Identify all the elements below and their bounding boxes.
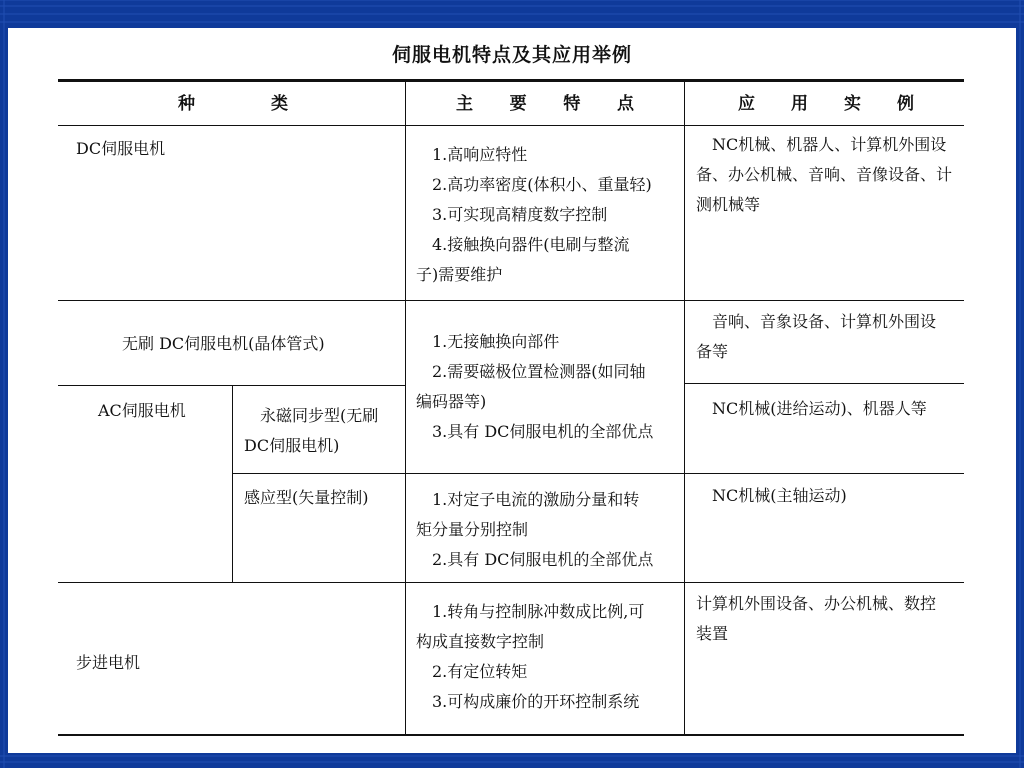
type-dc-servo: DC伺服电机 <box>76 139 166 158</box>
header-bottom-rule <box>58 125 964 126</box>
subtype-induction: 感应型(矢量控制) <box>244 488 369 507</box>
row-dc-bottom-rule <box>58 300 964 301</box>
header-applications: 应 用 实 例 <box>738 94 914 114</box>
app-brushless-bottom-rule <box>684 383 964 384</box>
header-type: 种 类 <box>178 94 288 114</box>
table-top-rule <box>58 79 964 82</box>
col-features-left-rule <box>405 79 406 735</box>
type-ac-servo: AC伺服电机 <box>98 401 186 420</box>
row-ac-bottom-rule <box>58 582 964 583</box>
applications-pm-synchronous: NC机械(进给运动)、机器人等 <box>712 399 927 418</box>
col-applications-left-rule <box>684 79 685 735</box>
type-stepper: 步进电机 <box>76 653 141 672</box>
applications-induction: NC机械(主轴运动) <box>712 486 847 505</box>
table-bottom-rule <box>58 734 964 736</box>
header-features: 主 要 特 点 <box>456 94 634 114</box>
type-brushless-dc: 无刷 DC伺服电机(晶体管式) <box>122 334 325 353</box>
page-title: 伺服电机特点及其应用举例 <box>391 44 632 66</box>
ac-pm-bottom-rule <box>232 473 964 474</box>
ac-subtype-rule <box>232 385 233 582</box>
document-page: 伺服电机特点及其应用举例 种 类 主 要 特 点 应 用 实 例 DC伺服电机 1.高响应特性 2.高功率密度(体积小、重量轻) 3.可实现高精度数字控制 4.接触换向器件(电刷与整流 子)需要维护 NC机械、机器人、计算机外围设 备、办公机械、音响、音像设备、计 测机械等 无刷 DC伺服电机(晶体管式) 1.无接触换向部件 2.需要磁极位置检测器(如同轴 编码器等) 3.具有 DC伺服电机的全部优点 音响、音象设备、计算机外围设 备等 AC伺服电机 永磁同步型(无刷 DC伺服电机) NC机械(进给运动)、机器人等 感应型(矢量控制) 1.对定子电流的激励分量和转 矩分量分别控制 2.具有 DC伺服电机的全部优点 NC机械(主轴运动) 步进电机 1.转角与控制脉冲数成比例,可 构成直接数字控制 2.有定位转矩 3.可构成廉价的开环控制系统 计算机外围设备、办公机械、数控 装置 <box>8 28 1016 753</box>
